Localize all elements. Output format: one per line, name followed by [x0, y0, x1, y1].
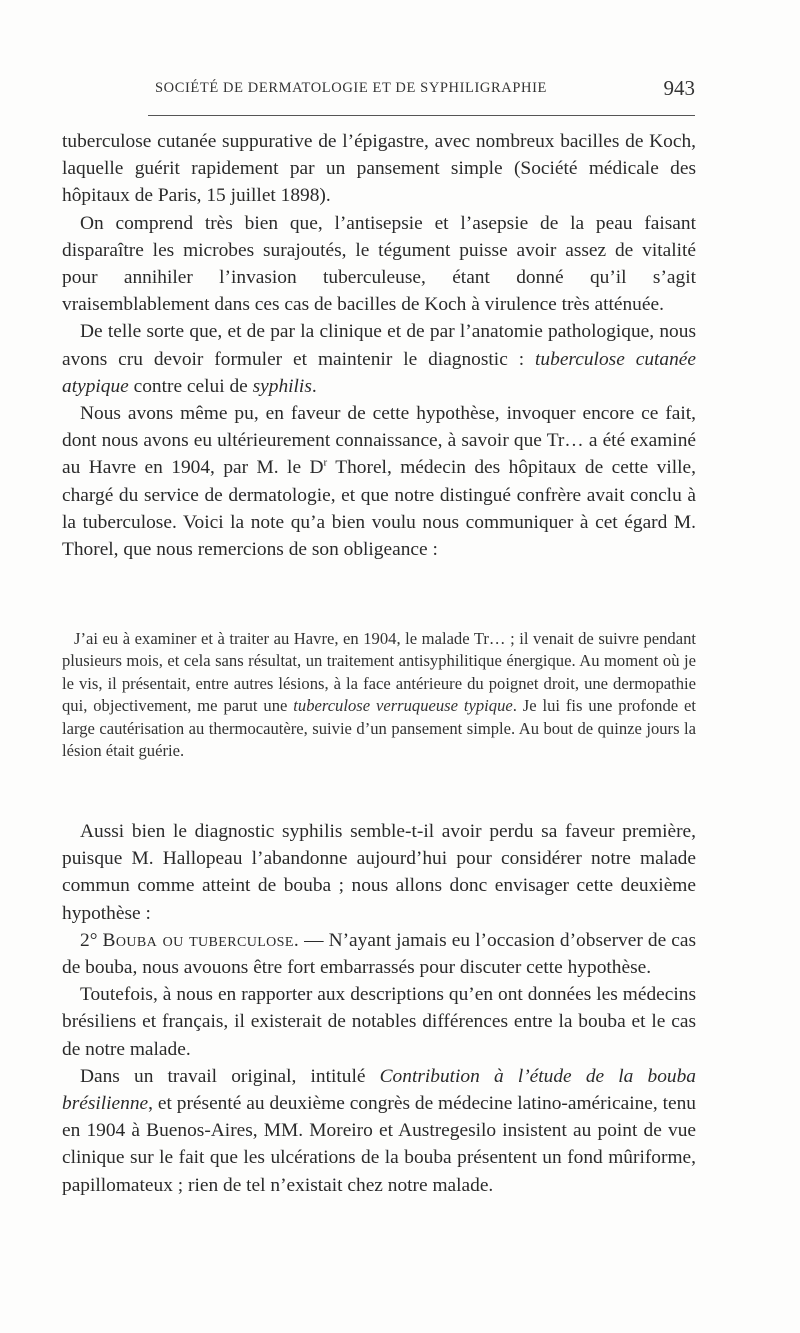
paragraph-7: Toutefois, à nous en rapporter aux descriptions qu’en ont données les médecins brésiliens et français, il existerait de notables différences entre la bouba et le cas de notre malade. — [62, 984, 696, 1060]
paragraph-8-text-c: , et présenté au deuxième congrès de médecine latino-américaine, tenu en 1904 à Buenos-Aires, MM. Moreiro et Austregesilo insistent au point de vue clinique sur le fait que les ulcérations de la bouba présentent un fond mûriforme, papillomateux ; rien de tel n’existait chez notre malade. — [62, 1093, 696, 1196]
paragraph-3-text-c: contre celui de — [128, 375, 253, 397]
paragraph-3-text-a: De telle sorte que, et de par la clinique et de par l’anatomie pathologique, nous avons cru devoir formuler et maintenir le diagnostic : — [62, 321, 696, 370]
paragraph-1: tuberculose cutanée suppurative de l’épigastre, avec nombreux bacilles de Koch, laquelle guérit rapidement par un pansement simple (Société médicale des hôpitaux de Paris, 15 juillet 1898). — [62, 131, 696, 207]
paragraph-4-text-a: Nous avons même pu, en faveur de cette hypothèse, invoquer encore ce fait, dont nous avons eu ultérieurement connaissance, à savoir que Tr… a été examiné au Havre en 1904, par M. le D — [62, 403, 696, 479]
quote-text-c: . Je lui fis une profonde et large cautérisation au thermocautère, suivie d’un pansement simple. Au bout de quinze jours la lésion était guérie. — [62, 696, 696, 761]
paragraph-5: Aussi bien le diagnostic syphilis semble-t-il avoir perdu sa faveur première, puisque M. Hallopeau l’abandonne aujourd’hui pour considérer notre malade commun comme atteint de bouba ; nous allons donc envisager cette deuxième hypothèse : — [62, 821, 696, 924]
running-head — [155, 76, 695, 102]
paragraph-4 — [62, 400, 696, 563]
section-number: 2° — [80, 929, 98, 951]
paragraph-8 — [62, 1063, 696, 1199]
running-title: SOCIÉTÉ DE DERMATOLOGIE ET DE SYPHILIGRAPHIE — [155, 80, 547, 96]
quote-paragraph — [62, 628, 696, 762]
paragraph-3 — [62, 318, 696, 400]
paragraph-2: On comprend très bien que, l’antisepsie et l’asepsie de la peau faisant disparaître les microbes surajoutés, le tégument puisse avoir assez de vitalité pour annihiler l’invasion tuberculeuse, étant donné qu’il s’agit vraisemblablement dans ces cas de bacilles de Koch à virulence très atténuée. — [62, 212, 696, 316]
paragraph-3-diagnosis: tuberculose cutanée atypique — [62, 348, 697, 397]
section-heading: Bouba ou tuberculose. — [102, 929, 300, 951]
paragraph-3-syphilis: syphilis — [252, 375, 312, 397]
quote-text-a: J’ai eu à examiner et à traiter au Havre, en 1904, le malade Tr… ; il venait de suivre pendant plusieurs mois, et cela sans résultat, un traitement antisyphilitique énergique. Au moment où je le vis, il présentait, entre autres lésions, à la face antérieure du poignet droit, une dermopathie qui, objectivement, me parut une — [62, 629, 696, 716]
paragraph-8-text-a: Dans un travail original, intitulé — [80, 1065, 380, 1087]
body-text-lower — [62, 818, 696, 1199]
body-text-upper — [62, 128, 696, 563]
quote-diagnosis: tuberculose verruqueuse typique — [293, 696, 513, 716]
paragraph-8-title: Contribution à l’étude de la bouba brésilienne — [62, 1065, 696, 1115]
header-rule — [148, 115, 695, 116]
paragraph-4-text-b: Thorel, médecin des hôpitaux de cette ville, chargé du service de dermatologie, et que notre distingué confrère avait conclu à la tuberculose. Voici la note qu’a bien voulu nous communiquer à cet égard M. Thorel, que nous remercions de son obligeance : — [62, 457, 696, 561]
paragraph-6-text: — N’ayant jamais eu l’occasion d’observer de cas de bouba, nous avouons être fort embarrassés pour discuter cette hypothèse. — [62, 929, 697, 979]
quoted-note — [62, 628, 696, 762]
paragraph-3-text-e: . — [311, 375, 317, 397]
paragraph-4-superscript: r — [323, 456, 328, 469]
paragraph-6 — [62, 927, 696, 981]
page-number: 943 — [663, 76, 695, 100]
